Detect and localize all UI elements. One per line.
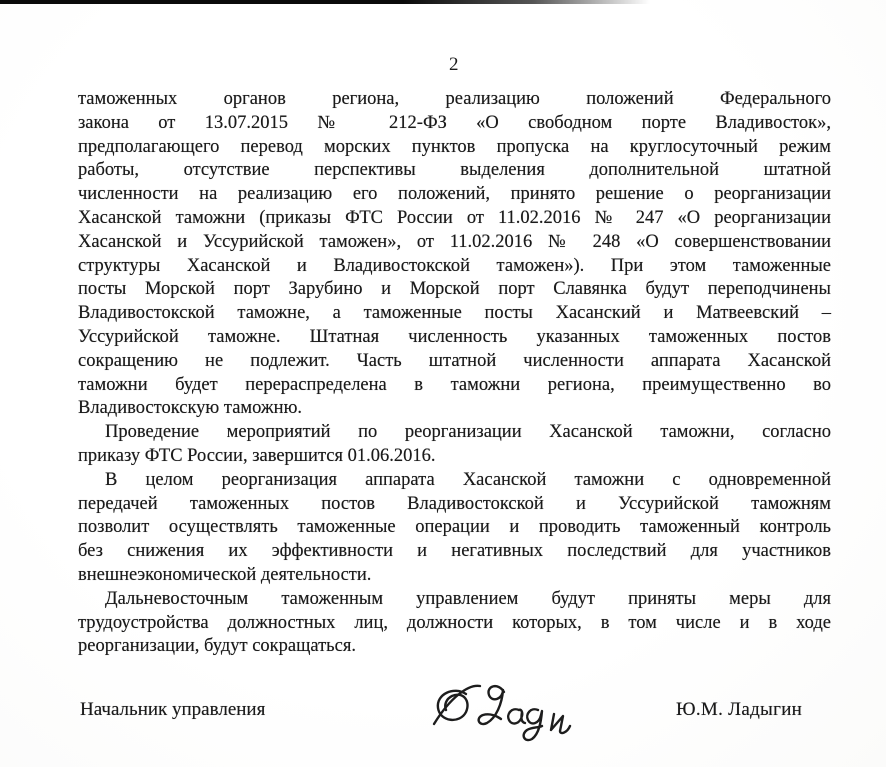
- text-line: Владивостокской таможне, а таможенные посты Хасанский и Матвеевский –: [78, 303, 831, 324]
- text-line: позволит осуществлять таможенные операции и проводить таможенный контроль: [78, 517, 831, 538]
- text-line: посты Морской порт Зарубино и Морской порт Славянка будут переподчинены: [78, 279, 831, 300]
- text-line: передачей таможенных постов Владивостокской и Уссурийской таможням: [78, 493, 831, 514]
- text-line: Владивостокскую таможню.: [78, 398, 303, 419]
- page-number: 2: [449, 54, 459, 75]
- text-line: Уссурийской таможне. Штатная численность указанных таможенных постов: [78, 326, 831, 347]
- text-line: Проведение мероприятий по реорганизации Хасанской таможни, согласно: [105, 422, 831, 443]
- text-line: реорганизации, будут сокращаться.: [78, 636, 356, 657]
- document-body: [78, 88, 831, 659]
- text-line: таможни будет перераспределена в таможни региона, преимущественно во: [78, 374, 831, 395]
- text-line: структуры Хасанской и Владивостокской таможен»). При этом таможенные: [78, 255, 831, 276]
- signatory-name: Ю.М. Ладыгин: [676, 699, 803, 720]
- text-line: Дальневосточным таможенным управлением будут приняты меры для: [105, 588, 831, 609]
- text-line: В целом реорганизация аппарата Хасанской таможни с одновременной: [105, 469, 831, 490]
- text-line: трудоустройства должностных лиц, должности которых, в том числе и в ходе: [78, 612, 831, 633]
- text-line: внешнеэкономической деятельности.: [78, 564, 372, 585]
- text-line: закона от 13.07.2015 № 212-ФЗ «О свободном порте Владивосток»,: [78, 112, 831, 133]
- handwritten-signature-icon: [424, 672, 594, 752]
- text-line: сокращению не подлежит. Часть штатной численности аппарата Хасанской: [78, 350, 831, 371]
- text-line: предполагающего перевод морских пунктов пропуска на круглосуточный режим: [78, 136, 831, 157]
- text-line: работы, отсутствие перспективы выделения дополнительной штатной: [78, 160, 831, 181]
- text-line: таможенных органов региона, реализацию положений Федерального: [78, 89, 831, 109]
- text-line: Хасанской таможни (приказы ФТС России от 11.02.2016 № 247 «О реорганизации: [78, 207, 831, 228]
- text-line: Хасанской и Уссурийской таможен», от 11.02.2016 № 248 «О совершенствовании: [78, 231, 831, 252]
- text-line: численности на реализацию его положений, принято решение о реорганизации: [78, 184, 831, 205]
- text-line: без снижения их эффективности и негативных последствий для участников: [78, 541, 831, 562]
- text-line: приказу ФТС России, завершится 01.06.2016.: [78, 445, 436, 466]
- scan-artifact-line: [0, 0, 650, 4]
- signatory-position-title: Начальник управления: [80, 699, 266, 720]
